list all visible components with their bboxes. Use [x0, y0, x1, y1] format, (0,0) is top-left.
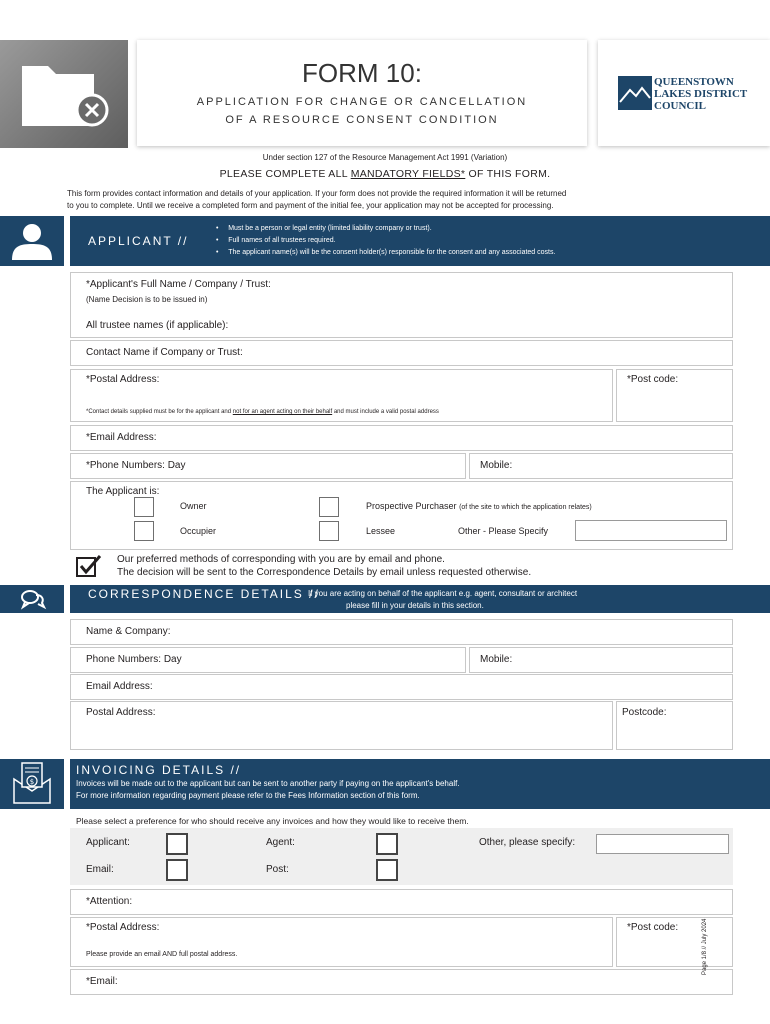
contact-name-label: Contact Name if Company or Trust:: [86, 347, 243, 358]
postal-address-label: *Postal Address:: [86, 374, 160, 385]
invoice-other-input[interactable]: [596, 834, 729, 854]
applicant-full-name-hint: (Name Decision is to be issued in): [86, 295, 208, 304]
invoice-applicant-label: Applicant:: [86, 837, 130, 848]
mandatory-notice: [0, 168, 770, 180]
intro-paragraph-line2: to you to complete. Until we receive a completed form and payment of the initial fee, your application may not be accepted for processing.: [67, 201, 554, 210]
corr-phone-day-label: Phone Numbers: Day: [86, 654, 182, 665]
folder-cancel-icon: [0, 40, 128, 148]
invoicing-section-bar: [70, 759, 770, 809]
invoice-email-checkbox[interactable]: [166, 859, 188, 881]
council-name-line2: LAKES DISTRICT: [654, 88, 748, 100]
correspondence-note-line1: If you are acting on behalf of the applicant e.g. agent, consultant or architect: [308, 589, 578, 598]
corr-name-company-label: Name & Company:: [86, 626, 171, 637]
other-specify-label: Other - Please Specify: [458, 526, 549, 536]
correspondence-icon-tile: [0, 585, 64, 613]
invoice-preference-text: Please select a preference for who should receive any invoices and how they would like to receive them.: [76, 816, 469, 826]
mandatory-pre: PLEASE COMPLETE ALL: [219, 168, 351, 180]
council-name-line1: QUEENSTOWN: [654, 76, 734, 88]
svg-text:$: $: [29, 778, 35, 786]
under-section-text: Under section 127 of the Resource Management Act 1991 (Variation): [262, 153, 508, 162]
prospective-purchaser-label: Prospective Purchaser (of the site to which the application relates): [366, 501, 592, 511]
header-title-panel: [137, 40, 587, 146]
corr-mobile-label: Mobile:: [480, 654, 513, 665]
applicant-section-bar: [70, 216, 770, 266]
chat-bubbles-icon: [0, 585, 64, 613]
corr-email-label: Email Address:: [86, 681, 153, 692]
invoice-other-label: Other, please specify:: [479, 837, 576, 848]
occupier-checkbox[interactable]: [134, 521, 154, 541]
header-icon-tile: [0, 40, 128, 148]
invoice-attention-label: *Attention:: [86, 896, 133, 907]
invoice-attention-field[interactable]: [70, 889, 733, 915]
postcode-label: *Post code:: [627, 374, 679, 385]
mandatory-post: OF THIS FORM.: [465, 168, 551, 180]
trustee-names-label: All trustee names (if applicable):: [86, 320, 229, 331]
lessee-checkbox[interactable]: [319, 521, 339, 541]
owner-label: Owner: [180, 501, 207, 511]
council-mountain-logo-icon: [618, 76, 652, 110]
council-logo-panel: [598, 40, 770, 146]
invoice-agent-checkbox[interactable]: [376, 833, 398, 855]
mandatory-fields-link[interactable]: MANDATORY FIELDS*: [350, 168, 466, 180]
correspondence-section-title: CORRESPONDENCE DETAILS //: [88, 587, 320, 601]
correspondence-section-bar: [70, 585, 770, 613]
preferred-methods-line2: The decision will be sent to the Correspondence Details by email unless requested otherwise.: [117, 567, 532, 578]
corr-postal-address-label: Postal Address:: [86, 707, 156, 718]
invoice-postal-hint: Please provide an email AND full postal address.: [86, 951, 238, 958]
invoice-email-field-label: *Email:: [86, 976, 118, 987]
applicant-is-label: The Applicant is:: [86, 486, 160, 497]
invoice-postcode-label: *Post code:: [627, 922, 679, 933]
form-subtitle-line2: OF A RESOURCE CONSENT CONDITION: [225, 114, 499, 126]
correspondence-note-line2: please fill in your details in this section.: [346, 601, 484, 610]
invoice-email-label: Email:: [86, 864, 114, 875]
other-specify-input[interactable]: [575, 520, 727, 541]
lessee-label: Lessee: [366, 526, 396, 536]
invoice-envelope-icon: [0, 759, 64, 809]
person-icon: [0, 216, 64, 266]
invoicing-note-line2: For more information regarding payment please refer to the Fees Information section of this form.: [76, 791, 420, 800]
owner-checkbox[interactable]: [134, 497, 154, 517]
phone-day-label: *Phone Numbers: Day: [86, 460, 186, 471]
invoicing-icon-tile: [0, 759, 64, 809]
applicant-note-1: • Must be a person or legal entity (limited liability company or trust).: [216, 225, 432, 232]
prospective-purchaser-checkbox[interactable]: [319, 497, 339, 517]
invoice-applicant-checkbox[interactable]: [166, 833, 188, 855]
council-name-line3: COUNCIL: [654, 100, 706, 112]
invoice-post-checkbox[interactable]: [376, 859, 398, 881]
corr-email-field[interactable]: [70, 674, 733, 700]
invoicing-note-line1: Invoices will be made out to the applicant but can be sent to another party if paying on the applicant's behalf.: [76, 779, 460, 788]
form-number: FORM 10:: [302, 58, 422, 88]
preferred-methods-line1: Our preferred methods of corresponding with you are by email and phone.: [117, 554, 445, 565]
invoice-email-field[interactable]: [70, 969, 733, 995]
email-address-label: *Email Address:: [86, 432, 157, 443]
applicant-full-name-label: *Applicant's Full Name / Company / Trust:: [86, 279, 271, 290]
postal-address-note: *Contact details supplied must be for the applicant and not for an agent acting on their behalf and must include a valid postal address: [86, 409, 439, 415]
invoicing-section-title: INVOICING DETAILS //: [76, 763, 242, 777]
occupier-label: Occupier: [180, 526, 217, 536]
invoice-postal-address-label: *Postal Address:: [86, 922, 160, 933]
mobile-label: Mobile:: [480, 460, 513, 471]
applicant-icon-tile: [0, 216, 64, 266]
checked-checkbox-icon: [75, 554, 103, 578]
applicant-note-2: • Full names of all trustees required.: [216, 237, 336, 244]
intro-paragraph-line1: This form provides contact information and details of your application. If your form does not provide the required information it will be returned: [67, 189, 567, 198]
applicant-note-3: • The applicant name(s) will be the consent holder(s) responsible for the consent and any associated costs.: [216, 249, 556, 256]
form-subtitle-line1: APPLICATION FOR CHANGE OR CANCELLATION: [196, 96, 528, 108]
invoice-post-label: Post:: [266, 864, 289, 875]
page-number: Page 1/8 // July 2024: [702, 918, 708, 975]
applicant-section-title: APPLICANT //: [88, 234, 189, 248]
invoice-agent-label: Agent:: [266, 837, 295, 848]
corr-postcode-label: Postcode:: [622, 707, 667, 718]
email-address-field[interactable]: [70, 425, 733, 451]
